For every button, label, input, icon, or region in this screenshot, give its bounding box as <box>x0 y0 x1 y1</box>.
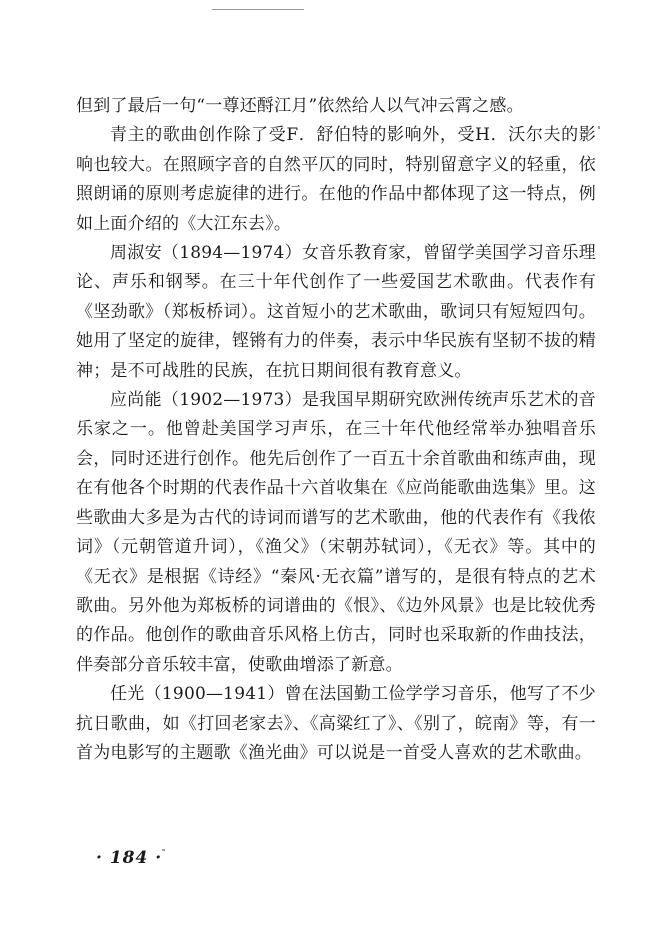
paragraph-continuation: 但到了最后一句“一尊还酹江月”依然给人以气冲云霄之感。 <box>76 96 524 116</box>
scan-speck <box>162 849 165 851</box>
top-edge-rule <box>212 9 304 10</box>
paragraph-ying-shangneng: 应尚能（1902—1973）是我国早期研究欧洲传统声乐艺术的音乐家之一。他曾赴美国学习声乐，在三十年代他经常举办独唱音乐会，同时还进行创作。他先后创作了一百五十余首歌曲和练声曲，现在有他各个时期的代表作品十六首收集在《应尚能歌曲选集》里。这些歌曲大多是为古代的诗词而谱写的艺术歌曲，他的代表作有《我侬词》（元朝管道升词），《渔父》（宋朝苏轼词），《无衣》等。其中的《无衣》是根据《诗经》“秦风·无衣篇”谱写的，是很有特点的艺术歌曲。另外他为郑板桥的词谱曲的《恨》、《边外风景》也是比较优秀的作品。他创作的歌曲音乐风格上仿古，同时也采取新的作曲技法，伴奏部分音乐较丰富，使歌曲增添了新意。 <box>76 390 596 675</box>
page-number: · 184 · <box>96 848 163 868</box>
page-body <box>76 92 596 768</box>
paragraph-qingzhu: 青主的歌曲创作除了受F．舒伯特的影响外，受H．沃尔夫的影响也较大。在照顾字音的自然平仄的同时，特别留意字义的轻重，依照朗诵的原则考虑旋律的进行。在他的作品中都体现了这一特点，例如上面介绍的《大江东去》。 <box>76 125 596 234</box>
paragraph-ren-guang: 任光（1900—1941）曾在法国勤工俭学学习音乐，他写了不少抗日歌曲，如《打回老家去》、《高粱红了》、《别了，皖南》等，有一首为电影写的主题歌《渔光曲》可以说是一首受人喜欢的艺术歌曲。 <box>76 684 596 763</box>
scan-speck <box>598 126 600 129</box>
paragraph-zhou-shuan: 周淑安（1894—1974）女音乐教育家，曾留学美国学习音乐理论、声乐和钢琴。在三十年代创作了一些爱国艺术歌曲。代表作有《坚劲歌》（郑板桥词）。这首短小的艺术歌曲，歌词只有短短四句。她用了坚定的旋律，铿锵有力的伴奏，表示中华民族有坚韧不拔的精神；是不可战胜的民族，在抗日期间很有教育意义。 <box>76 243 596 381</box>
